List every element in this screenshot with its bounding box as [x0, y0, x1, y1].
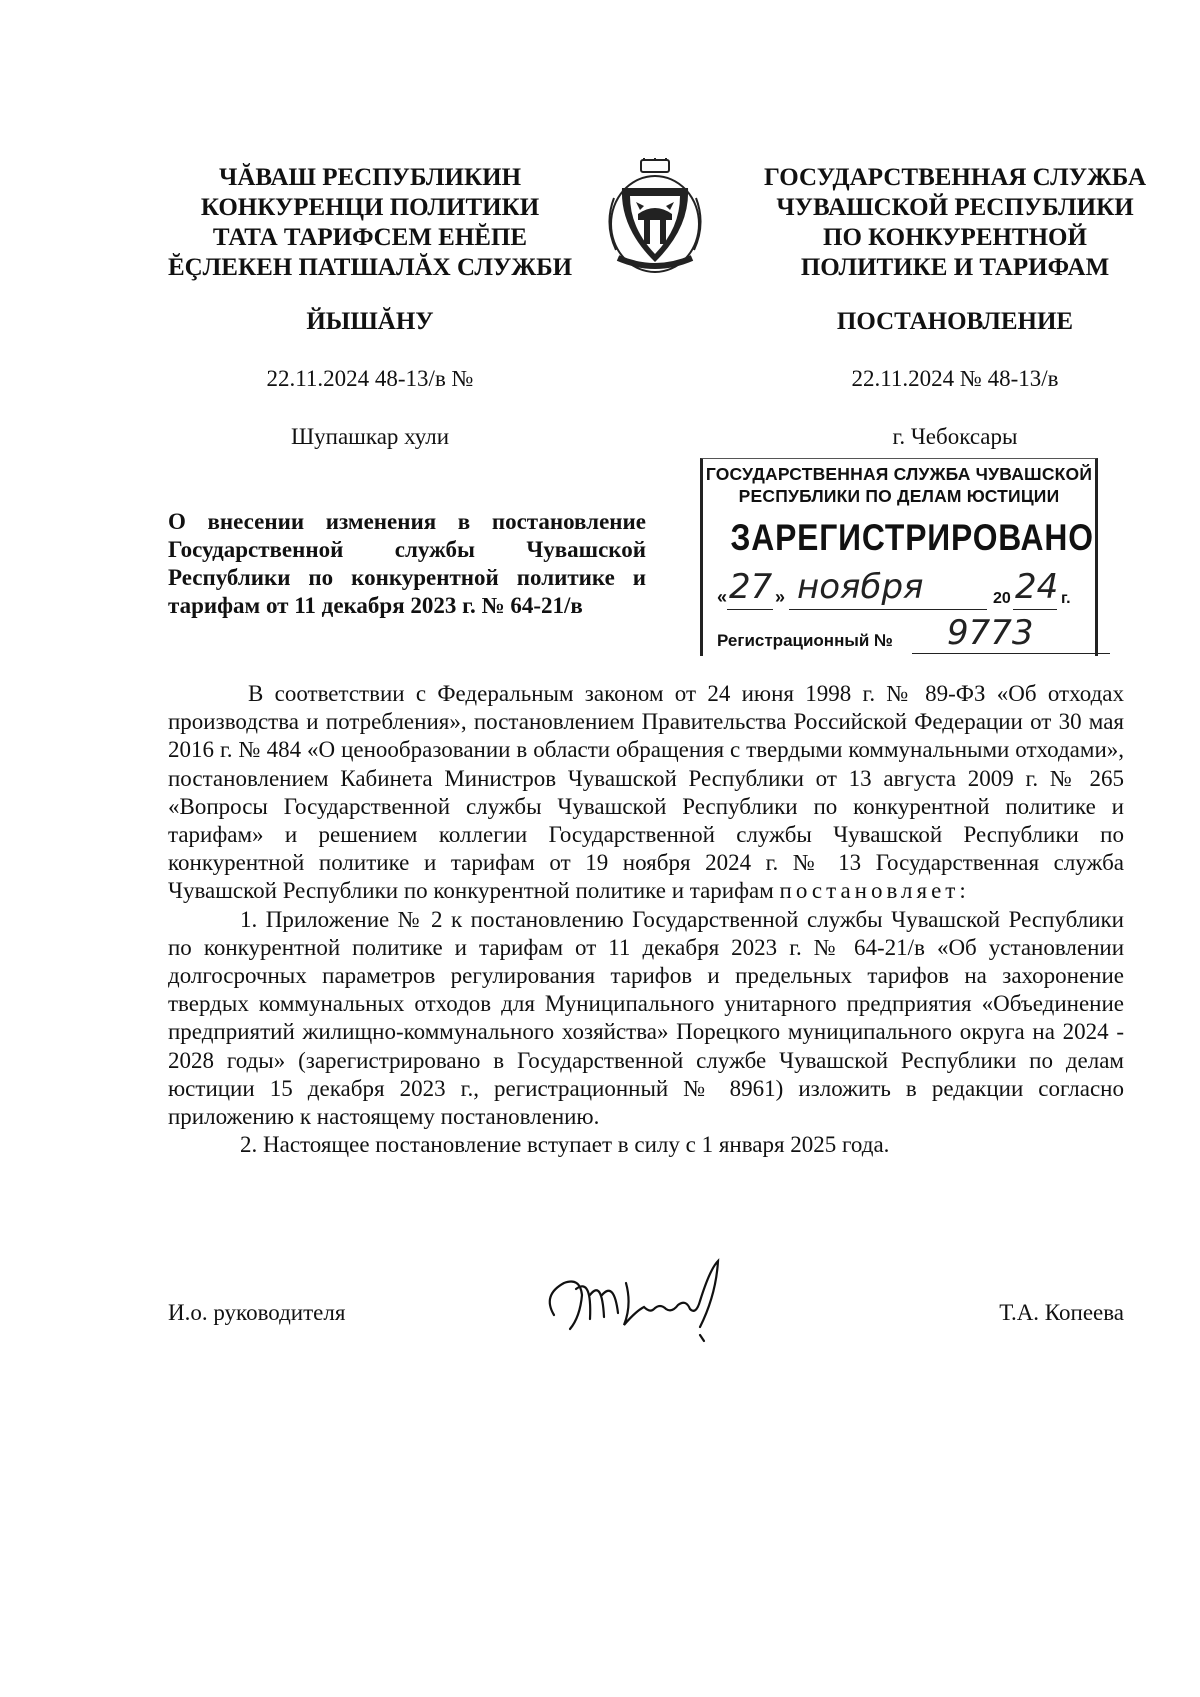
stamp-month: ноября	[797, 567, 924, 607]
signatory-name: Т.А. Копеева	[999, 1300, 1124, 1325]
stamp-month-underline	[789, 609, 987, 610]
registration-stamp	[700, 458, 1098, 656]
stamp-org-line: ГОСУДАРСТВЕННАЯ СЛУЖБА ЧУВАШСКОЙ	[705, 464, 1093, 484]
header-right-line: ЧУВАШСКОЙ РЕСПУБЛИКИ	[776, 194, 1134, 221]
stamp-year-unit: г.	[1061, 590, 1071, 607]
preamble-paragraph	[168, 680, 1124, 906]
doctype-chuvash: ЙЫШĂНУ	[306, 308, 434, 335]
date-number-russian: 22.11.2024 № 48-13/в	[851, 366, 1059, 391]
coat-of-arms-icon	[600, 158, 710, 278]
stamp-reg-label: Регистрационный №	[717, 631, 893, 650]
doctype-russian: ПОСТАНОВЛЕНИЕ	[836, 308, 1074, 335]
stamp-quote-open: «	[717, 587, 728, 607]
header-left-line: ЧĂВАШ РЕСПУБЛИКИН	[218, 164, 522, 191]
header-left-line: ĔÇЛЕКЕН ПАТШАЛĂХ СЛУЖБИ	[167, 254, 573, 281]
document-body	[168, 680, 1124, 1159]
stamp-registration-number	[717, 613, 1087, 653]
handwritten-signature	[540, 1255, 740, 1345]
stamp-day: 27	[729, 567, 773, 607]
stamp-org-line: РЕСПУБЛИКИ ПО ДЕЛАМ ЮСТИЦИИ	[738, 486, 1060, 506]
header-left-line: КОНКУРЕНЦИ ПОЛИТИКИ	[200, 194, 540, 221]
stamp-year-suffix: 24	[1015, 567, 1059, 607]
place-chuvash: Шупашкар хули	[290, 424, 450, 449]
stamp-year-underline	[1013, 609, 1057, 610]
header-right-line: ПО КОНКУРЕНТНОЙ	[823, 224, 1087, 251]
stamp-organization	[703, 463, 1095, 507]
stamp-date	[717, 567, 1087, 611]
date-number-chuvash: 22.11.2024 48-13/в №	[266, 366, 474, 391]
preamble-text: В соответствии с Федеральным законом от 24 июня 1998 г. № 89-ФЗ «Об отходах производства и потребления», постановлением Правительства Российской Федерации от 30 мая 2016 г. № 484 «О ценообразовании в области обращения с твердыми коммунальными отходами», постановлением Кабинета Министров Чувашской Республики от 13 августа 2009 г. № 265 «Вопросы Государственной службы Чувашской Республики по конкурентной политике и тарифам» и решением коллегии Государственной службы Чувашской Республики по конкурентной политике и тарифам от 19 ноября 2024 г. № 13 Государственная служба Чувашской Республики по конкурентной политике и тарифам	[168, 681, 1124, 904]
header-chuvash-org	[150, 163, 590, 283]
stamp-reg-number: 9773	[947, 613, 1034, 653]
header-russian-org	[755, 163, 1155, 283]
stamp-quote-close: »	[775, 587, 786, 607]
stamp-title: ЗАРЕГИСТРИРОВАНО	[730, 517, 1094, 558]
stamp-reg-underline	[912, 653, 1110, 654]
place-russian: г. Чебоксары	[892, 424, 1018, 449]
header-right-line: ПОЛИТИКЕ И ТАРИФАМ	[800, 254, 1110, 281]
stamp-year-prefix: 20	[993, 590, 1011, 607]
signatory-role: И.о. руководителя	[168, 1300, 346, 1325]
stamp-day-underline	[727, 609, 773, 610]
header-right-line: ГОСУДАРСТВЕННАЯ СЛУЖБА	[763, 164, 1147, 191]
item-paragraph-2: 2. Настоящее постановление вступает в силу с 1 января 2025 года.	[240, 1132, 890, 1158]
document-subject: О внесении изменения в постановление Государственной службы Чувашской Республики по конкурентной политике и тарифам от 11 декабря 2023 г. № 64-21/в	[168, 509, 646, 618]
item-paragraph-1: 1. Приложение № 2 к постановлению Государственной службы Чувашской Республики по конкурентной политике и тарифам от 11 декабря 2023 г. № 64-21/в «Об установлении долгосрочных параметров регулирования тарифов и предельных тарифов на захоронение твердых коммунальных отходов для Муниципального унитарного предприятия «Объединение предприятий жилищно-коммунального хозяйства» Порецкого муниципального округа на 2024 - 2028 годы» (зарегистрировано в Государственной службе Чувашской Республики по делам юстиции 15 декабря 2023 г., регистрационный № 8961) изложить в редакции согласно приложению к настоящему постановлению.	[168, 906, 1124, 1130]
decree-word: постановляет:	[779, 878, 970, 904]
header-left-line: ТАТА ТАРИФСЕМ ЕНĔПЕ	[212, 224, 528, 251]
